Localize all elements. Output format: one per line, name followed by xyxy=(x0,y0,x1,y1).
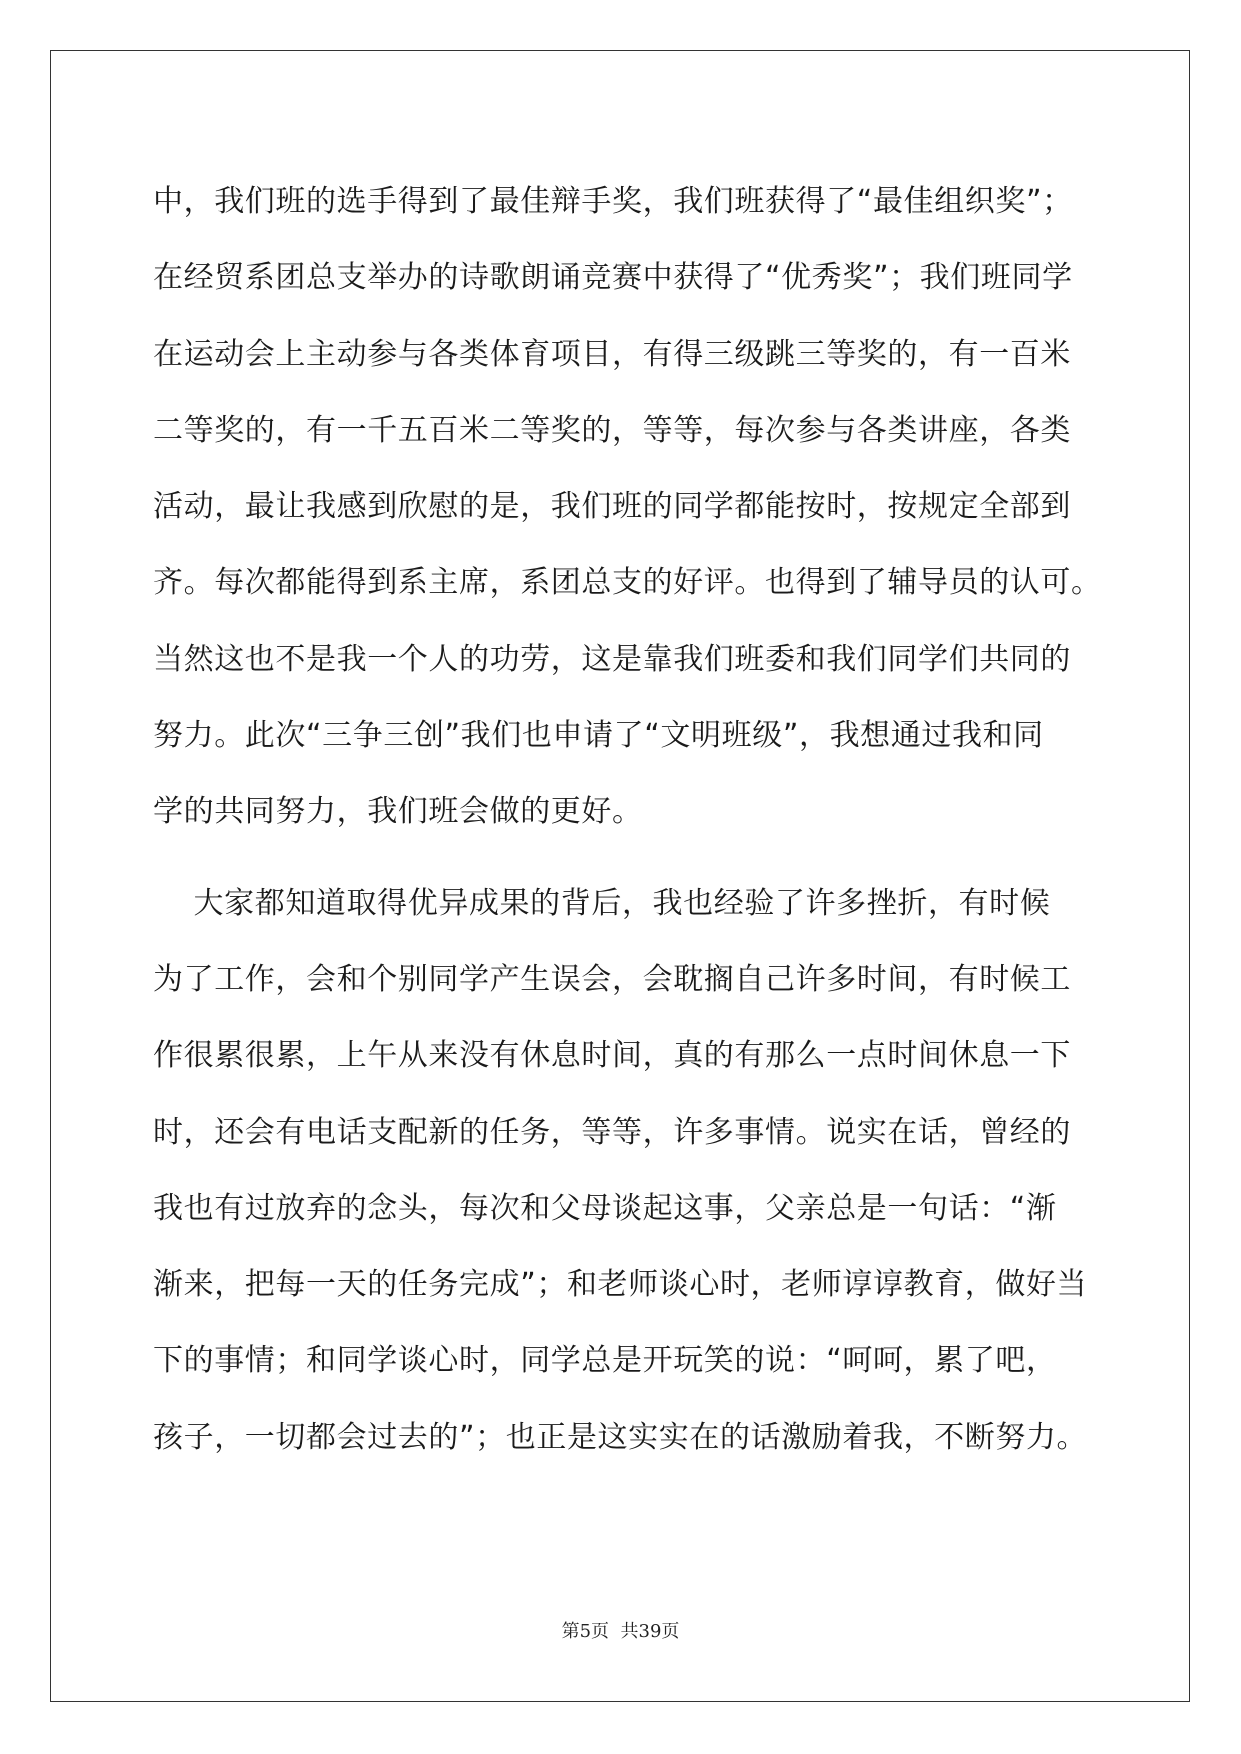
paragraph-1 xyxy=(153,164,1102,851)
page-number: 第5页 共39页 xyxy=(561,1621,680,1642)
text-line: 当然这也不是我一个人的功劳，这是靠我们班委和我们同学们共同的 xyxy=(153,641,1071,677)
text-line: 努力。此次“三争三创”我们也申请了“文明班级”，我想通过我和同 xyxy=(153,718,1044,754)
text-line: 孩子，一切都会过去的”；也正是这实实在的话激励着我，不断努力。 xyxy=(153,1419,1088,1455)
text-line: 为了工作，会和个别同学产生误会，会耽搁自己许多时间，有时候工 xyxy=(153,961,1071,997)
text-line: 中，我们班的选手得到了最佳辩手奖，我们班获得了“最佳组织奖”； xyxy=(153,184,1073,219)
text-line: 渐来，把每一天的任务完成”；和老师谈心时，老师谆谆教育，做好当 xyxy=(153,1267,1088,1303)
text-line: 下的事情；和同学谈心时，同学总是开玩笑的说：“呵呵，累了吧， xyxy=(153,1343,1057,1379)
paragraph-2 xyxy=(153,866,1093,1476)
paragraph-gap xyxy=(153,851,1093,866)
text-line: 二等奖的，有一千五百米二等奖的，等等，每次参与各类讲座，各类 xyxy=(153,412,1071,448)
text-line: 在运动会上主动参与各类体育项目，有得三级跳三等奖的，有一百米 xyxy=(153,336,1071,372)
document-body xyxy=(153,164,1102,1476)
text-line: 我也有过放弃的念头，每次和父母谈起这事，父亲总是一句话：“渐 xyxy=(153,1190,1057,1226)
text-line: 齐。每次都能得到系主席，系团总支的好评。也得到了辅导员的认可。 xyxy=(153,565,1102,601)
text-line: 活动，最让我感到欣慰的是，我们班的同学都能按时，按规定全部到 xyxy=(153,489,1071,525)
text-line: 在经贸系团总支举办的诗歌朗诵竞赛中获得了“优秀奖”；我们班同学 xyxy=(153,260,1073,296)
text-line: 学的共同努力，我们班会做的更好。 xyxy=(153,794,643,830)
text-line: 作很累很累，上午从来没有休息时间，真的有那么一点时间休息一下 xyxy=(153,1038,1071,1074)
text-line: 大家都知道取得优异成果的背后，我也经验了许多挫折，有时候 xyxy=(153,885,1051,921)
text-line: 时，还会有电话支配新的任务，等等，许多事情。说实在话，曾经的 xyxy=(153,1114,1071,1150)
